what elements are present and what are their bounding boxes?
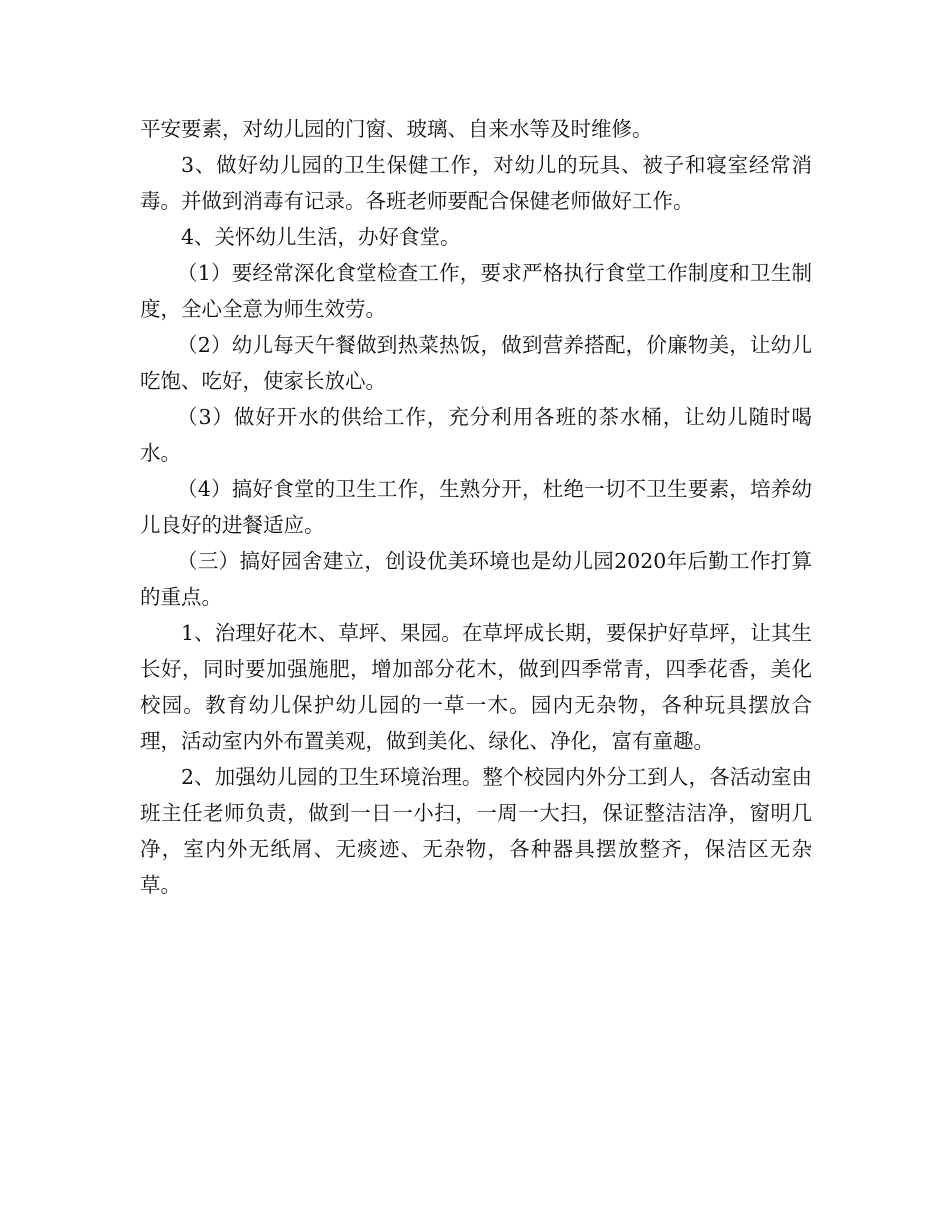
paragraph-section-3-item-1: 1、治理好花木、草坪、果园。在草坪成长期，要保护好草坪，让其生长好，同时要加强施肥，增加部分花木，做到四季常青，四季花香，美化校园。教育幼儿保护幼儿园的一草一木。园内无杂物，各种玩具摆放合理，活动室内外布置美观，做到美化、绿化、净化，富有童趣。 [140,621,812,753]
paragraph-subitem-4: （4）搞好食堂的卫生工作，生熟分开，杜绝一切不卫生要素，培养幼儿良好的进餐适应。 [140,477,812,537]
paragraph-subitem-3: （3）做好开水的供给工作，充分利用各班的茶水桶，让幼儿随时喝水。 [140,405,812,465]
paragraph-continuation: 平安要素，对幼儿园的门窗、玻璃、自来水等及时维修。 [140,117,653,141]
paragraph-subitem-2: （2）幼儿每天午餐做到热菜热饭，做到营养搭配，价廉物美，让幼儿吃饱、吃好，使家长放心。 [140,333,812,393]
document-body [140,111,812,903]
paragraph-item-4: 4、关怀幼儿生活，办好食堂。 [181,225,461,249]
paragraph-section-3-item-2: 2、加强幼儿园的卫生环境治理。整个校园内外分工到人，各活动室由班主任老师负责，做到一日一小扫，一周一大扫，保证整洁洁净，窗明几净，室内外无纸屑、无痰迹、无杂物，各种器具摆放整齐，保洁区无杂草。 [140,765,812,897]
paragraph-subitem-1: （1）要经常深化食堂检查工作，要求严格执行食堂工作制度和卫生制度，全心全意为师生效劳。 [140,261,812,321]
paragraph-section-3: （三）搞好园舍建立，创设优美环境也是幼儿园2020年后勤工作打算的重点。 [140,549,812,609]
paragraph-item-3: 3、做好幼儿园的卫生保健工作，对幼儿的玩具、被子和寝室经常消毒。并做到消毒有记录。各班老师要配合保健老师做好工作。 [140,153,812,213]
